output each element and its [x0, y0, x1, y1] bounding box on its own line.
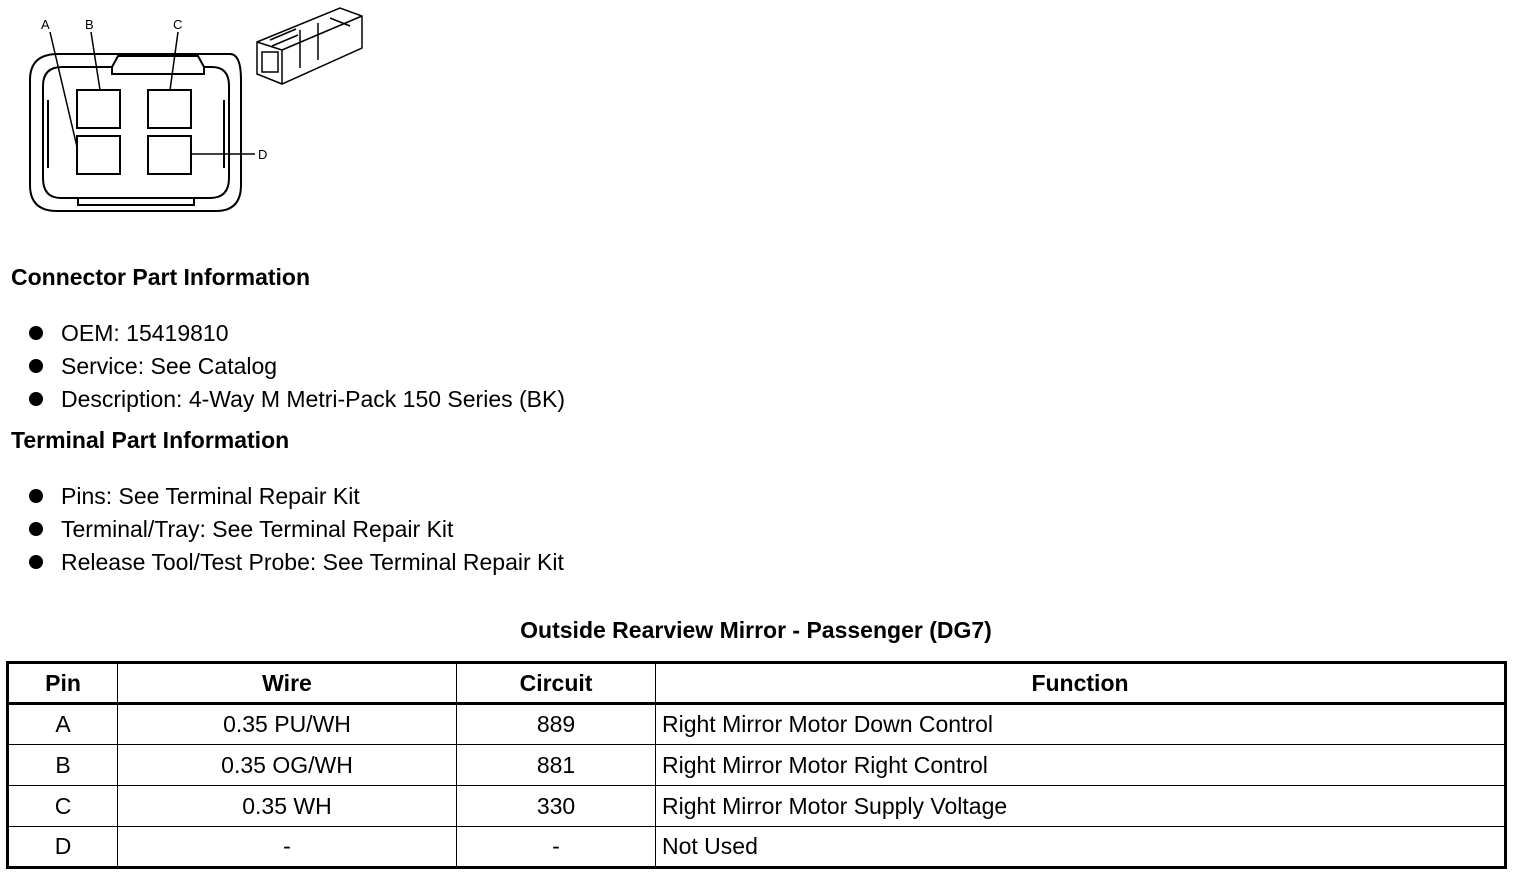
bullet-icon — [29, 489, 43, 503]
list-item — [28, 318, 565, 351]
pin-cell: C — [8, 786, 118, 827]
connector-part-information-heading: Connector Part Information — [11, 264, 311, 290]
bullet-icon — [29, 555, 43, 569]
bullet-icon — [29, 359, 43, 373]
bullet-icon — [29, 522, 43, 536]
wire-cell: 0.35 OG/WH — [118, 745, 457, 786]
connector-part-information-list — [28, 318, 565, 417]
circuit-cell: 889 — [457, 704, 656, 745]
terminal-part-information-heading: Terminal Part Information — [11, 427, 290, 453]
connector-isometric-icon — [257, 8, 362, 84]
list-item-text: Pins: See Terminal Repair Kit — [61, 483, 360, 509]
list-item — [28, 547, 564, 580]
function-cell: Right Mirror Motor Right Control — [656, 745, 1506, 786]
pinout-table — [6, 661, 1507, 869]
wire-cell: 0.35 PU/WH — [118, 704, 457, 745]
table-row — [8, 745, 1506, 786]
list-item-text: Terminal/Tray: See Terminal Repair Kit — [61, 516, 454, 542]
list-item-text: Description: 4-Way M Metri-Pack 150 Series (BK) — [61, 386, 566, 412]
pin-cell: A — [8, 704, 118, 745]
list-item-text: Service: See Catalog — [61, 353, 278, 379]
list-item — [28, 481, 564, 514]
pin-label-c: C — [173, 17, 183, 32]
circuit-cell: 330 — [457, 786, 656, 827]
list-item — [28, 384, 565, 417]
list-item-text: OEM: 15419810 — [61, 320, 229, 346]
pin-label-a: A — [41, 17, 50, 32]
column-header-wire: Wire — [118, 663, 457, 704]
bullet-icon — [29, 326, 43, 340]
table-header-row — [8, 663, 1506, 704]
cavity-b — [77, 90, 120, 128]
list-item — [28, 514, 564, 547]
pin-label-b: B — [85, 17, 94, 32]
wire-cell: - — [118, 827, 457, 868]
pin-cell: D — [8, 827, 118, 868]
column-header-circuit: Circuit — [457, 663, 656, 704]
bullet-icon — [29, 392, 43, 406]
list-item-text: Release Tool/Test Probe: See Terminal Repair Kit — [61, 549, 564, 575]
table-row — [8, 704, 1506, 745]
cavity-d — [148, 136, 191, 174]
table-row — [8, 827, 1506, 868]
circuit-cell: - — [457, 827, 656, 868]
pin-cell: B — [8, 745, 118, 786]
cavity-a — [77, 136, 120, 174]
table-title: Outside Rearview Mirror - Passenger (DG7) — [520, 617, 992, 643]
pin-label-d: D — [258, 147, 268, 162]
list-item — [28, 351, 565, 384]
column-header-pin: Pin — [8, 663, 118, 704]
cavity-c — [148, 90, 191, 128]
circuit-cell: 881 — [457, 745, 656, 786]
terminal-part-information-list — [28, 481, 564, 580]
wire-cell: 0.35 WH — [118, 786, 457, 827]
function-cell: Not Used — [656, 827, 1506, 868]
connector-face-diagram — [0, 0, 380, 220]
table-row — [8, 786, 1506, 827]
function-cell: Right Mirror Motor Supply Voltage — [656, 786, 1506, 827]
function-cell: Right Mirror Motor Down Control — [656, 704, 1506, 745]
column-header-function: Function — [656, 663, 1506, 704]
